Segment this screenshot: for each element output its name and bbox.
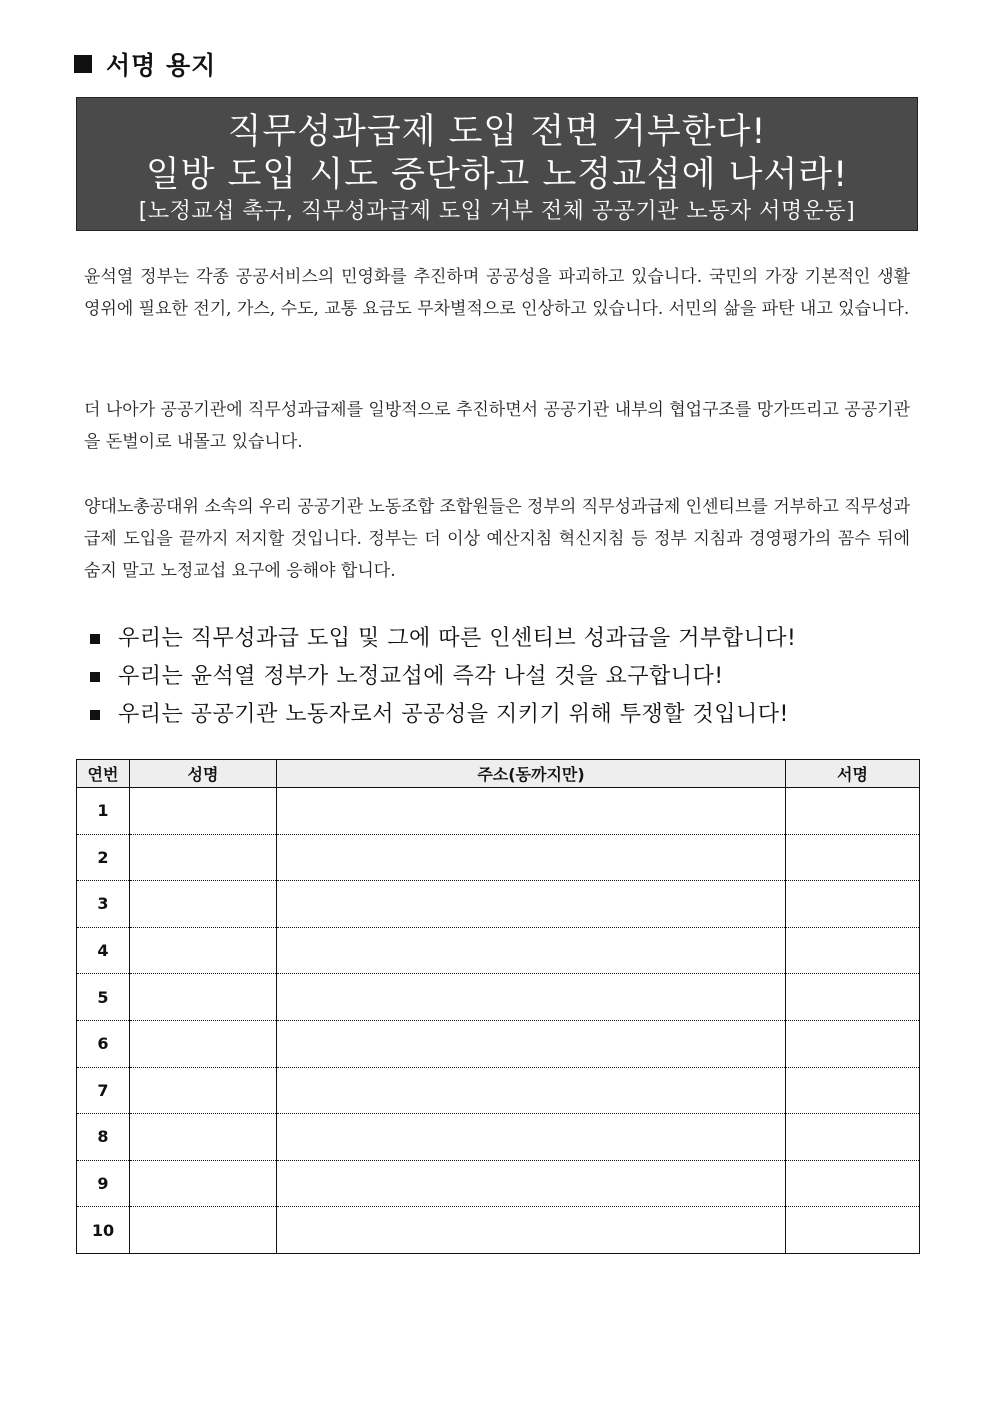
square-bullet-icon xyxy=(90,672,100,682)
signature-cell[interactable] xyxy=(786,974,920,1021)
address-cell[interactable] xyxy=(277,927,786,974)
name-cell[interactable] xyxy=(130,881,277,928)
name-cell[interactable] xyxy=(130,834,277,881)
table-row xyxy=(77,1020,920,1067)
row-number: 7 xyxy=(77,1067,130,1114)
signature-cell[interactable] xyxy=(786,1160,920,1207)
pledge-item xyxy=(90,696,796,734)
signature-cell[interactable] xyxy=(786,1207,920,1254)
row-number: 5 xyxy=(77,974,130,1021)
table-row xyxy=(77,1114,920,1161)
row-number: 4 xyxy=(77,927,130,974)
header-name: 성명 xyxy=(130,760,277,788)
pledge-item xyxy=(90,620,796,658)
pledge-text: 우리는 직무성과급 도입 및 그에 따른 인센티브 성과급을 거부합니다! xyxy=(118,626,797,651)
signature-cell[interactable] xyxy=(786,881,920,928)
row-number: 1 xyxy=(77,788,130,835)
signature-cell[interactable] xyxy=(786,1114,920,1161)
row-number: 3 xyxy=(77,881,130,928)
address-cell[interactable] xyxy=(277,788,786,835)
address-cell[interactable] xyxy=(277,1160,786,1207)
address-cell[interactable] xyxy=(277,834,786,881)
address-cell[interactable] xyxy=(277,881,786,928)
paragraph-2: 더 나아가 공공기관에 직무성과급제를 일방적으로 추진하면서 공공기관 내부의 협업구조를 망가뜨리고 공공기관을 돈벌이로 내몰고 있습니다. xyxy=(84,400,910,452)
name-cell[interactable] xyxy=(130,1020,277,1067)
row-number: 6 xyxy=(77,1020,130,1067)
address-cell[interactable] xyxy=(277,1114,786,1161)
section-heading-text: 서명 용지 xyxy=(106,51,217,80)
pledge-list xyxy=(90,620,796,734)
banner-title-line2: 일방 도입 시도 중단하고 노정교섭에 나서라! xyxy=(145,155,849,195)
square-bullet-icon xyxy=(74,55,92,73)
name-cell[interactable] xyxy=(130,974,277,1021)
row-number: 9 xyxy=(77,1160,130,1207)
signature-cell[interactable] xyxy=(786,1020,920,1067)
table-row xyxy=(77,1207,920,1254)
address-cell[interactable] xyxy=(277,974,786,1021)
signature-cell[interactable] xyxy=(786,1067,920,1114)
name-cell[interactable] xyxy=(130,927,277,974)
signature-table xyxy=(76,759,920,1254)
banner-subtitle: [노정교섭 촉구, 직무성과급제 도입 거부 전체 공공기관 노동자 서명운동] xyxy=(138,199,856,224)
table-row xyxy=(77,788,920,835)
title-banner xyxy=(76,97,918,231)
address-cell[interactable] xyxy=(277,1020,786,1067)
table-row xyxy=(77,974,920,1021)
table-row xyxy=(77,1160,920,1207)
name-cell[interactable] xyxy=(130,1114,277,1161)
table-row xyxy=(77,1067,920,1114)
pledge-text: 우리는 공공기관 노동자로서 공공성을 지키기 위해 투쟁할 것입니다! xyxy=(118,702,789,727)
square-bullet-icon xyxy=(90,634,100,644)
table-row xyxy=(77,834,920,881)
pledge-text: 우리는 윤석열 정부가 노정교섭에 즉각 나설 것을 요구합니다! xyxy=(118,664,724,689)
name-cell[interactable] xyxy=(130,1207,277,1254)
table-header-row xyxy=(77,760,920,788)
row-number: 8 xyxy=(77,1114,130,1161)
address-cell[interactable] xyxy=(277,1207,786,1254)
banner-title-line1: 직무성과급제 도입 전면 거부한다! xyxy=(227,112,767,152)
signature-cell[interactable] xyxy=(786,927,920,974)
row-number: 2 xyxy=(77,834,130,881)
row-number: 10 xyxy=(77,1207,130,1254)
name-cell[interactable] xyxy=(130,1160,277,1207)
paragraph-1: 윤석열 정부는 각종 공공서비스의 민영화를 추진하며 공공성을 파괴하고 있습니다. 국민의 가장 기본적인 생활 영위에 필요한 전기, 가스, 수도, 교통 요금도 무차별적으로 인상하고 있습니다. 서민의 삶을 파탄 내고 있습니다. xyxy=(84,267,910,319)
table-row xyxy=(77,881,920,928)
address-cell[interactable] xyxy=(277,1067,786,1114)
signature-cell[interactable] xyxy=(786,788,920,835)
name-cell[interactable] xyxy=(130,788,277,835)
table-row xyxy=(77,927,920,974)
section-heading xyxy=(74,46,216,82)
name-cell[interactable] xyxy=(130,1067,277,1114)
signature-cell[interactable] xyxy=(786,834,920,881)
header-number: 연번 xyxy=(77,760,130,788)
header-signature: 서명 xyxy=(786,760,920,788)
paragraph-3: 양대노총공대위 소속의 우리 공공기관 노동조합 조합원들은 정부의 직무성과급제 인센티브를 거부하고 직무성과급제 도입을 끝까지 저지할 것입니다. 정부는 더 이상 예산지침 혁신지침 등 정부 지침과 경영평가의 꼼수 뒤에 숨지 말고 노정교섭 요구에 응해야 합니다. xyxy=(84,497,910,581)
pledge-item xyxy=(90,658,796,696)
square-bullet-icon xyxy=(90,710,100,720)
header-address: 주소(동까지만) xyxy=(277,760,786,788)
